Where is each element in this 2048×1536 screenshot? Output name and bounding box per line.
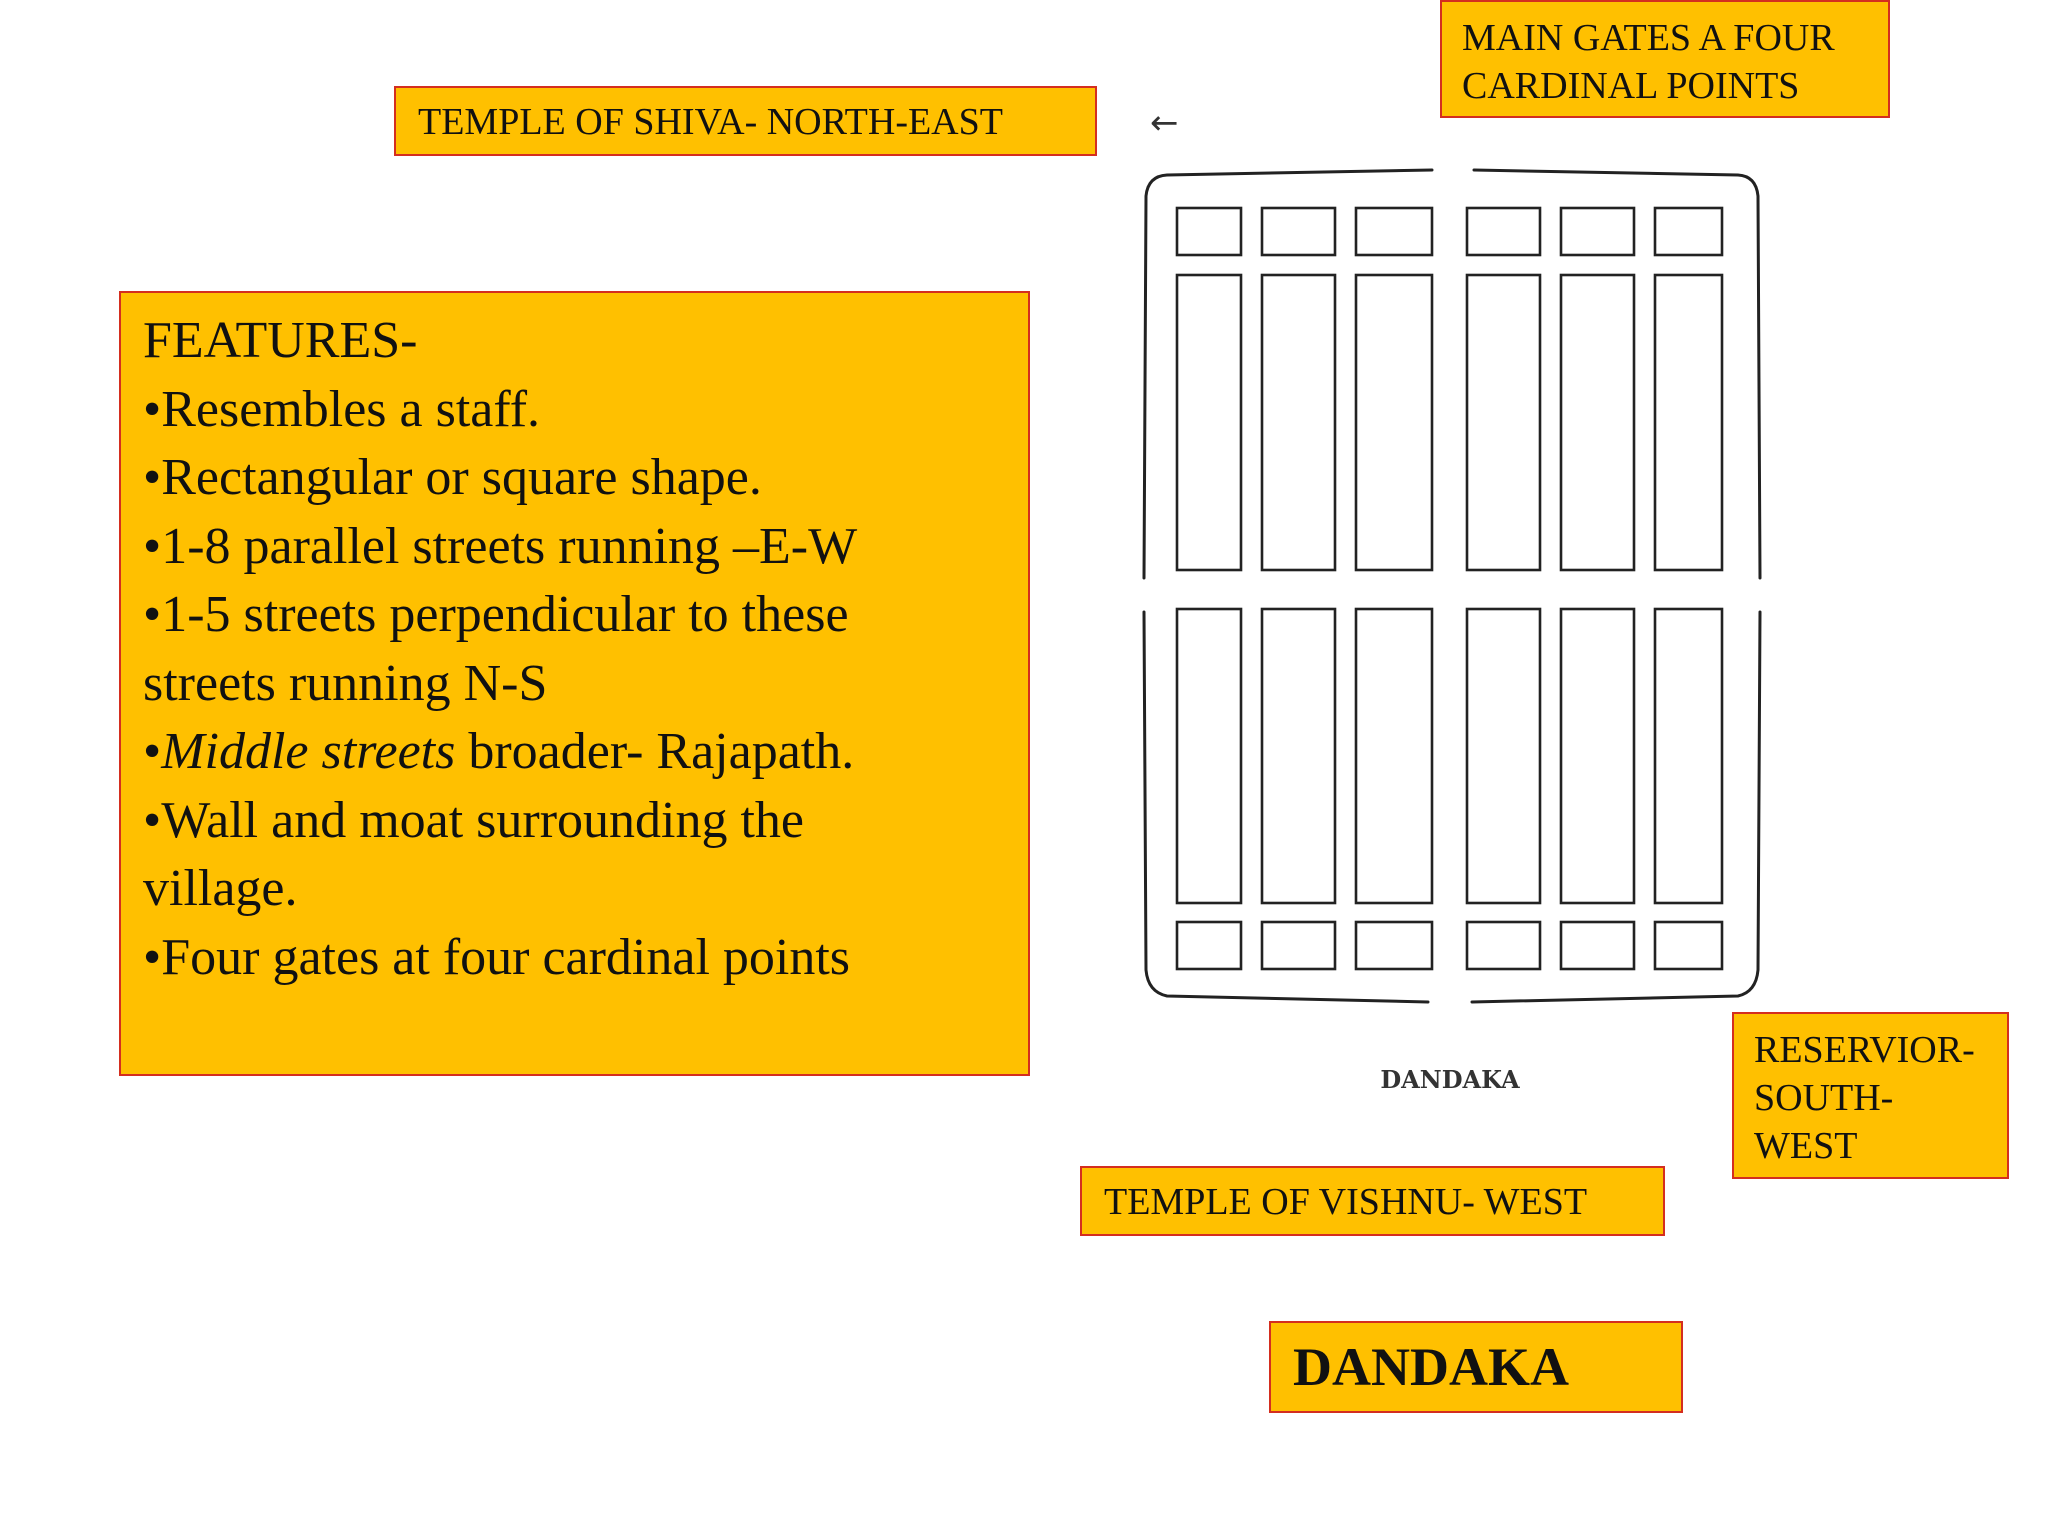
feature-item-6-cont: village. [143, 860, 298, 917]
feature-text: broader- Rajapath. [468, 723, 855, 780]
feature-text: 1-8 parallel streets running –E-W [161, 517, 858, 575]
city-block-r4-c4 [1467, 922, 1540, 969]
reservoir-line-3: WEST [1754, 1125, 1858, 1167]
dandaka-layout-diagram [1120, 100, 1800, 1110]
reservoir-line-1: RESERVIOR- [1754, 1029, 1975, 1071]
city-block-r4-c2 [1262, 922, 1335, 969]
wall-top-left [1144, 170, 1432, 578]
dandaka-title [1269, 1321, 1683, 1413]
city-block-r4-c3 [1356, 922, 1432, 969]
vishnu-temple-label [1080, 1166, 1665, 1236]
city-block-r2-c4 [1467, 275, 1540, 570]
outer-wall [1144, 170, 1760, 1002]
dandaka-title-text: DANDAKA [1293, 1337, 1569, 1397]
feature-text: 1-5 streets perpendicular to these [161, 586, 849, 643]
city-block-r3-c2 [1262, 609, 1335, 903]
feature-text: Four gates at four cardinal points [161, 928, 851, 986]
bullet-glyph: • [143, 586, 162, 643]
reservoir-line-2: SOUTH- [1754, 1077, 1894, 1119]
shiva-temple-text: TEMPLE OF SHIVA- NORTH-EAST [418, 101, 1003, 143]
city-block-r3-c6 [1655, 609, 1722, 903]
bullet-glyph: • [143, 380, 162, 438]
bullet-glyph: • [143, 791, 162, 849]
city-block-r2-c6 [1655, 275, 1722, 570]
bullet-glyph: • [143, 449, 162, 506]
city-block-r4-c5 [1561, 922, 1634, 969]
vishnu-temple-text: TEMPLE OF VISHNU- WEST [1104, 1181, 1588, 1223]
city-block-r3-c3 [1356, 609, 1432, 903]
city-block-r1-c6 [1655, 208, 1722, 255]
feature-text: Rectangular or square shape. [161, 449, 762, 506]
city-block-r2-c5 [1561, 275, 1634, 570]
bullet-glyph: • [143, 928, 162, 986]
middle-streets-italic: Middle streets [161, 723, 456, 780]
city-block-r1-c1 [1177, 208, 1241, 255]
feature-item-1 [143, 376, 1006, 445]
feature-item-5 [143, 718, 1006, 787]
feature-item-4 [143, 581, 1006, 650]
diagram-caption: DANDAKA [1380, 1065, 1520, 1094]
main-gates-line-1: MAIN GATES A FOUR [1462, 17, 1835, 59]
bullet-glyph: • [143, 723, 162, 780]
city-block-r3-c1 [1177, 609, 1241, 903]
features-heading: FEATURES- [143, 312, 418, 369]
city-block-r2-c1 [1177, 275, 1241, 570]
city-block-r1-c2 [1262, 208, 1335, 255]
north-arrow-icon [1150, 103, 1179, 143]
wall-bottom-right [1472, 612, 1760, 1002]
city-block-r1-c4 [1467, 208, 1540, 255]
main-gates-line-2: CARDINAL POINTS [1462, 65, 1800, 107]
city-blocks [1177, 208, 1722, 969]
feature-item-4-cont: streets running N-S [143, 654, 548, 712]
city-block-r2-c2 [1262, 275, 1335, 570]
shiva-temple-label [394, 86, 1097, 156]
feature-text: Resembles a staff. [161, 380, 541, 438]
city-block-r3-c4 [1467, 609, 1540, 903]
city-block-r1-c5 [1561, 208, 1634, 255]
feature-item-6 [143, 787, 1006, 856]
feature-text: Wall and moat surrounding the [161, 791, 805, 849]
city-block-r4-c6 [1655, 922, 1722, 969]
city-block-r2-c3 [1356, 275, 1432, 570]
feature-item-2 [143, 444, 1006, 513]
wall-bottom-left [1144, 612, 1428, 1002]
city-block-r1-c3 [1356, 208, 1432, 255]
feature-item-7 [143, 924, 1006, 993]
reservoir-label [1732, 1012, 2009, 1179]
city-block-r3-c5 [1561, 609, 1634, 903]
features-panel [119, 291, 1030, 1076]
arrow-glyph: ← [1150, 103, 1179, 143]
city-block-r4-c1 [1177, 922, 1241, 969]
feature-item-3 [143, 513, 1006, 582]
wall-top-right [1474, 170, 1760, 578]
bullet-glyph: • [143, 517, 162, 575]
